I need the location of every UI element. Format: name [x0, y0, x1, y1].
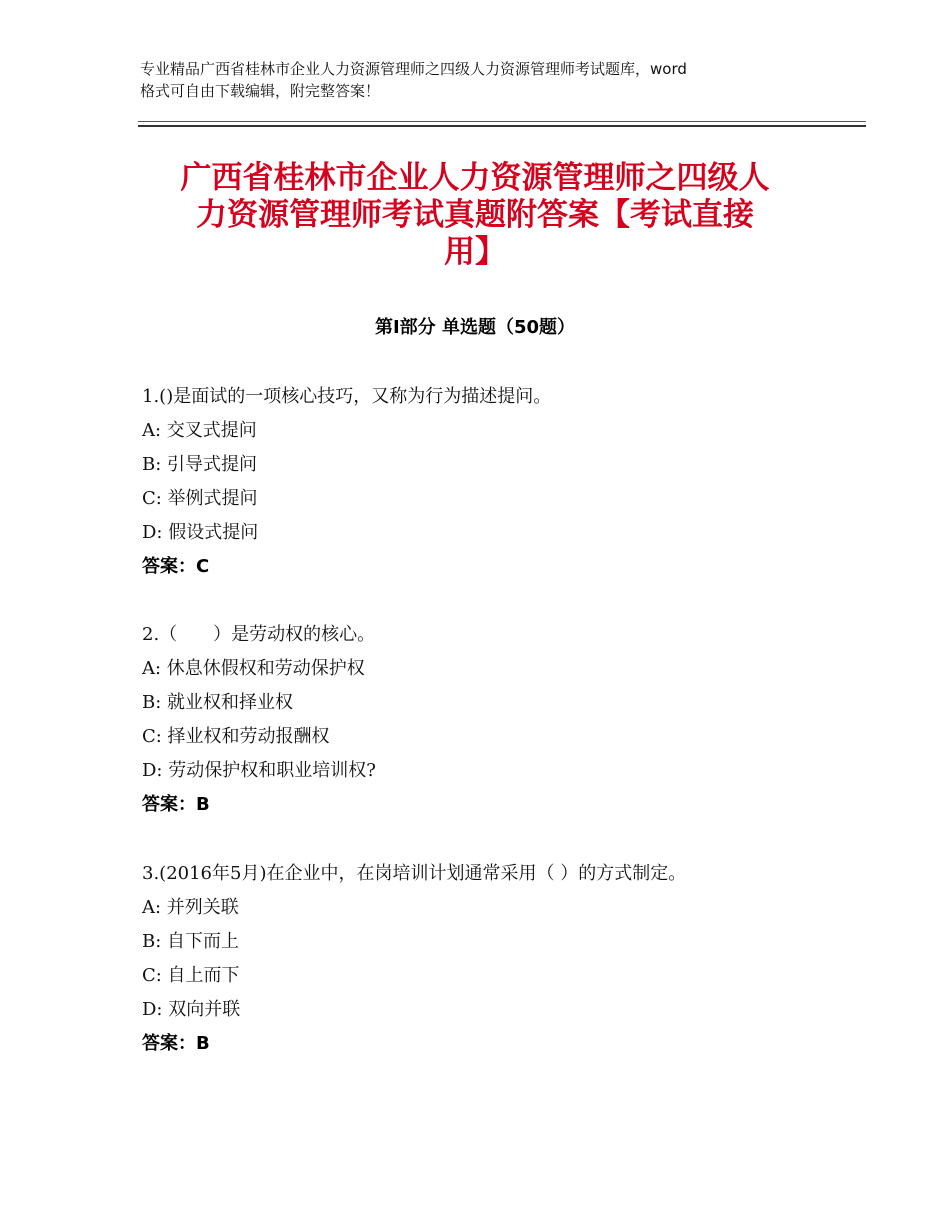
answer: 答案：B — [142, 794, 210, 815]
option-b: B: 引导式提问 — [142, 454, 258, 475]
option-a: A: 休息休假权和劳动保护权 — [142, 658, 365, 679]
option-c: C: 自上而下 — [142, 965, 240, 986]
option-d: D: 劳动保护权和职业培训权? — [142, 760, 376, 781]
option-a: A: 并列关联 — [142, 897, 239, 918]
document-title-line-3: 用】 — [444, 234, 506, 270]
question-2 — [142, 618, 842, 822]
question-stem: 3.(2016年5月)在企业中，在岗培训计划通常采用（ ）的方式制定。 — [142, 863, 687, 884]
header-rule-thick — [138, 125, 866, 127]
option-b: B: 就业权和择业权 — [142, 692, 294, 713]
header-rule-thin — [138, 121, 866, 122]
answer: 答案：B — [142, 1033, 210, 1054]
header-note — [140, 58, 830, 102]
section-heading: 第Ⅰ部分 单选题（50题） — [374, 317, 575, 338]
question-1 — [142, 380, 842, 584]
question-stem: 1.()是面试的一项核心技巧，又称为行为描述提问。 — [142, 386, 552, 407]
option-a: A: 交叉式提问 — [142, 420, 257, 441]
option-c: C: 举例式提问 — [142, 488, 258, 509]
header-note-line-2: 格式可自由下载编辑，附完整答案！ — [140, 82, 381, 100]
answer: 答案：C — [142, 556, 210, 577]
option-d: D: 双向并联 — [142, 999, 241, 1020]
document-title-line-2: 力资源管理师考试真题附答案【考试直接 — [196, 197, 754, 233]
option-b: B: 自下而上 — [142, 931, 240, 952]
question-3 — [142, 857, 842, 1061]
document-title — [140, 160, 810, 271]
header-note-line-1: 专业精品广西省桂林市企业人力资源管理师之四级人力资源管理师考试题库，word — [140, 60, 687, 78]
document-title-line-1: 广西省桂林市企业人力资源管理师之四级人 — [180, 160, 770, 196]
option-c: C: 择业权和劳动报酬权 — [142, 726, 330, 747]
option-d: D: 假设式提问 — [142, 522, 259, 543]
question-stem: 2.（ ）是劳动权的核心。 — [142, 624, 376, 645]
